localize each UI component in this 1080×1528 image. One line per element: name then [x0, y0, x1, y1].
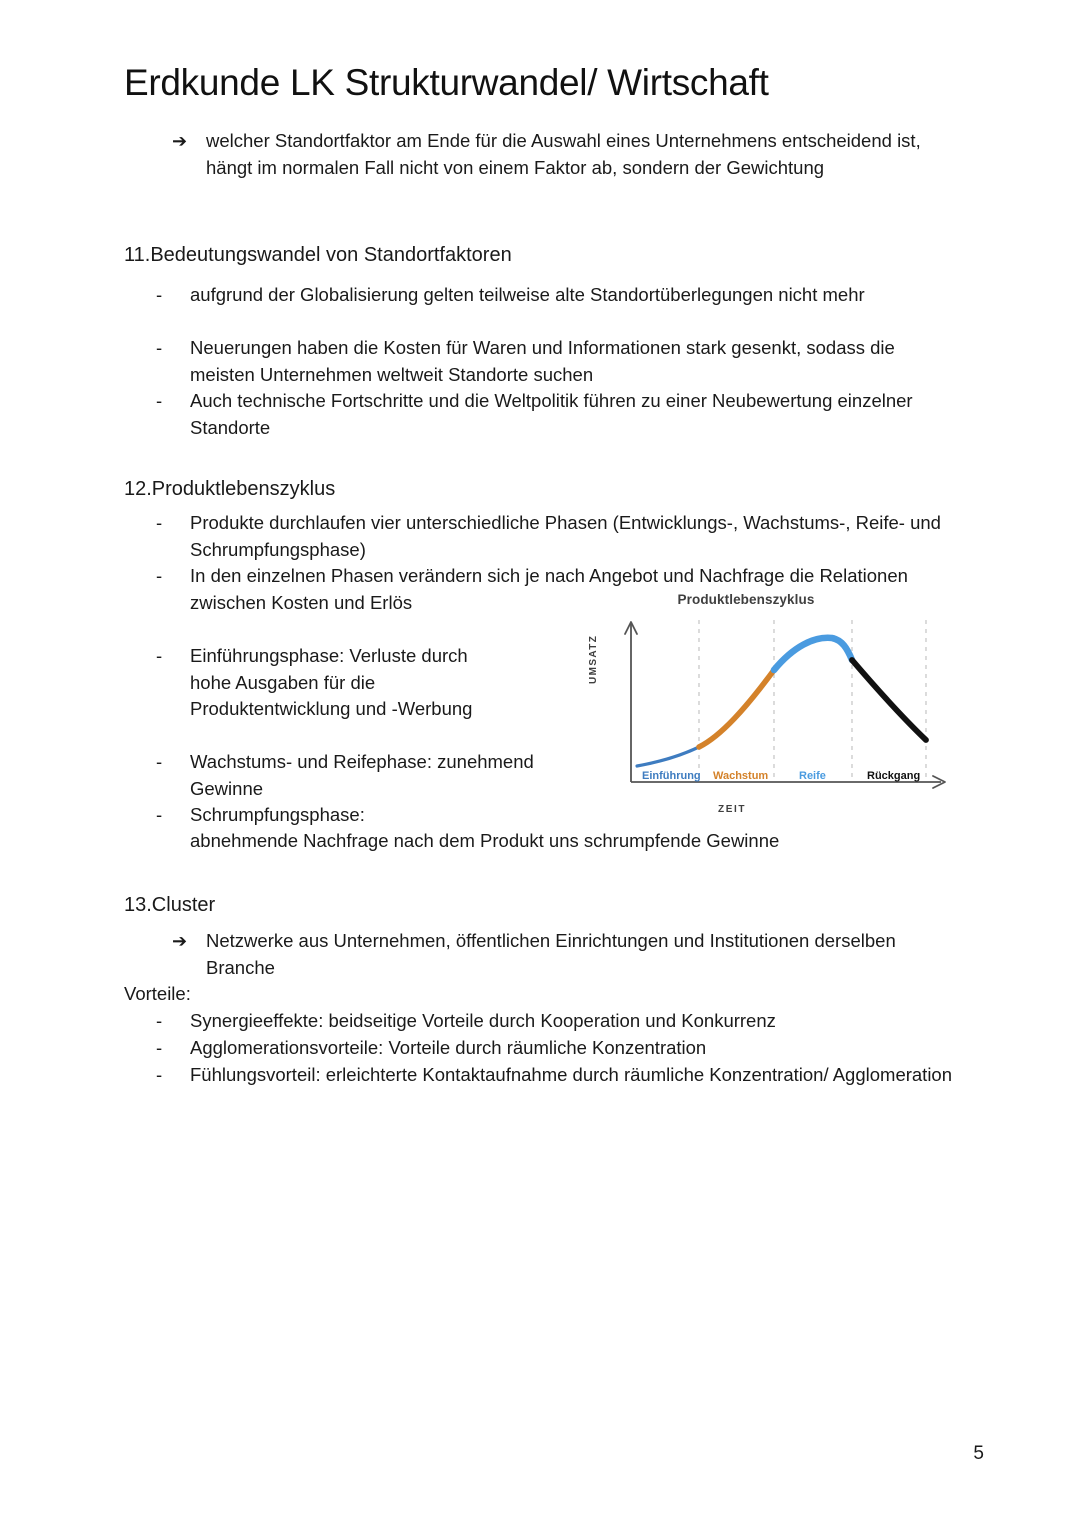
arrow-bullet-icon: ➔ — [172, 131, 188, 151]
cluster-arrow-bullet-text: Netzwerke aus Unternehmen, öffentlichen Einrichtungen und Institutionen derselben Branche — [206, 930, 896, 978]
curve-segment-wachstum — [699, 670, 774, 747]
list-item — [156, 643, 486, 723]
arrow-bullet-icon: ➔ — [172, 931, 188, 951]
curve-segment-reife — [774, 638, 852, 670]
chart-x-axis-label: ZEIT — [718, 804, 747, 815]
list-item — [156, 1062, 956, 1089]
list-item-text: Wachstums- und Reifephase: zunehmend Gewinne — [190, 751, 534, 799]
dash-bullet-icon: - — [156, 1010, 163, 1031]
cluster-arrow-bullet — [172, 928, 962, 981]
list-item-text: Auch technische Fortschritte und die Weltpolitik führen zu einer Neubewertung einzelner Standorte — [190, 390, 913, 438]
list-item-text: Produkte durchlaufen vier unterschiedliche Phasen (Entwicklungs-, Wachstums-, Reife- und Schrumpfungsphase) — [190, 512, 941, 560]
dash-bullet-icon: - — [156, 804, 163, 825]
list-item-text: Neuerungen haben die Kosten für Waren und Informationen stark gesenkt, sodass die meisten Unternehmen weltweit Standorte suchen — [190, 337, 895, 385]
list-item — [156, 388, 956, 441]
intro-bullet — [172, 128, 962, 181]
list-item — [156, 510, 966, 563]
curve-segment-einfuehrung — [637, 747, 699, 766]
dash-bullet-icon: - — [156, 565, 163, 586]
chart-phase-label-reife: Reife — [799, 770, 826, 782]
intro-bullet-text: welcher Standortfaktor am Ende für die Auswahl eines Unternehmens entscheidend ist, hängt im normalen Fall nicht von einem Faktor ab, sondern der Gewichtung — [206, 130, 921, 178]
list-item-text: In den einzelnen Phasen verändern sich je nach Angebot und Nachfrage die Relationen zwischen Kosten und Erlös — [190, 565, 908, 613]
dash-bullet-icon: - — [156, 512, 163, 533]
list-item-text: Fühlungsvorteil: erleichterte Kontaktaufnahme durch räumliche Konzentration/ Agglomeration — [190, 1064, 953, 1085]
list-item-text: Schrumpfungsphase: — [190, 804, 365, 825]
chart-y-axis-label: UMSATZ — [588, 634, 599, 684]
list-item-text: aufgrund der Globalisierung gelten teilweise alte Standortüberlegungen nicht mehr — [190, 284, 865, 305]
page-number: 5 — [973, 1443, 984, 1464]
section-heading-12: 12.Produktlebenszyklus — [124, 478, 336, 500]
dash-bullet-icon: - — [156, 284, 163, 305]
chart-phase-label-rueckgang: Rückgang — [867, 770, 921, 782]
vorteile-label: Vorteile: — [124, 983, 191, 1004]
list-item-text: Agglomerationsvorteile: Vorteile durch räumliche Konzentration — [190, 1037, 707, 1058]
dash-bullet-icon: - — [156, 390, 163, 411]
chart-phase-label-wachstum: Wachstum — [713, 770, 769, 782]
list-item — [156, 1035, 956, 1062]
list-item — [156, 802, 556, 829]
dash-bullet-icon: - — [156, 1037, 163, 1058]
chart-phase-label-einfuehrung: Einführung — [642, 770, 701, 782]
product-life-cycle-chart — [588, 592, 952, 827]
curve-segment-rueckgang — [852, 660, 926, 740]
chart-y-axis — [625, 622, 637, 782]
list-item — [156, 749, 556, 802]
schrumpfungsphase-detail: abnehmende Nachfrage nach dem Produkt uns schrumpfende Gewinne — [190, 830, 780, 851]
list-item-text: Einführungsphase: Verluste durch hohe Ausgaben für die Produktentwicklung und -Werbung — [190, 645, 473, 719]
page-title: Erdkunde LK Strukturwandel/ Wirtschaft — [124, 62, 769, 103]
chart-title: Produktlebenszyklus — [677, 592, 815, 607]
section-heading-11: 11.Bedeutungswandel von Standortfaktoren — [124, 244, 512, 266]
list-item-text: Synergieeffekte: beidseitige Vorteile durch Kooperation und Konkurrenz — [190, 1010, 776, 1031]
list-item — [156, 282, 946, 309]
dash-bullet-icon: - — [156, 645, 163, 666]
section-heading-13: 13.Cluster — [124, 894, 216, 916]
list-item — [156, 335, 946, 388]
dash-bullet-icon: - — [156, 337, 163, 358]
dash-bullet-icon: - — [156, 1064, 163, 1085]
dash-bullet-icon: - — [156, 751, 163, 772]
list-item — [156, 1008, 956, 1035]
